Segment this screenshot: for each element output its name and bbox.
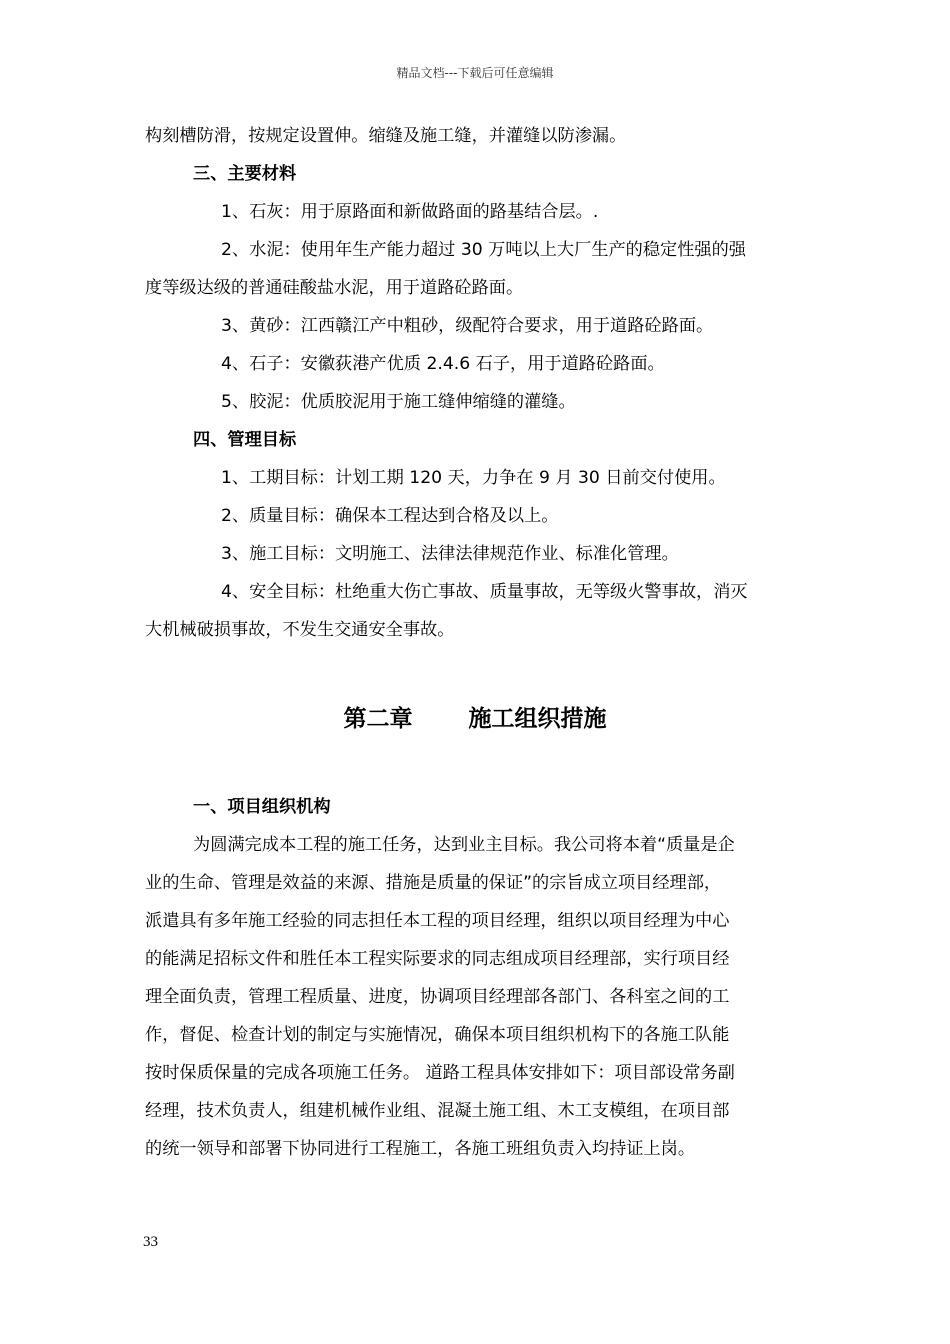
heading-management-goals: 四、管理目标 — [193, 430, 297, 450]
paragraph-line: 理全面负责，管理工程质量、进度，协调项目经理部各部门、各科室之间的工 — [145, 987, 730, 1007]
list-item-quality-goal: 2、质量目标：确保本工程达到合格及以上。 — [221, 506, 559, 526]
paragraph-line: 派遣具有多年施工经验的同志担任本工程的项目经理，组织以项目经理为中心 — [145, 911, 730, 931]
heading-main-materials: 三、主要材料 — [193, 164, 297, 184]
chapter-heading — [0, 700, 950, 733]
list-item-sand: 3、黄砂：江西赣江产中粗砂，级配符合要求，用于道路砼路面。 — [221, 316, 714, 336]
list-item-mastic: 5、胶泥：优质胶泥用于施工缝伸缩缝的灌缝。 — [221, 392, 576, 412]
page-header: 精品文档---下载后可任意编辑 — [396, 66, 554, 80]
line-continuation: 构刻槽防滑，按规定设置伸。缩缝及施工缝，并灌缝以防渗漏。 — [145, 126, 627, 146]
paragraph-line: 经理，技术负责人，组建机械作业组、混凝土施工组、木工支模组，在项目部 — [145, 1101, 730, 1121]
list-item-construction-goal: 3、施工目标：文明施工、法律法律规范作业、标准化管理。 — [221, 544, 679, 564]
list-item-cement-cont: 度等级达级的普通硅酸盐水泥，用于道路砼路面。 — [145, 278, 524, 298]
list-item-schedule-goal: 1、工期目标：计划工期 120 天，力争在 9 月 30 日前交付使用。 — [221, 468, 726, 488]
paragraph-line: 按时保质保量的完成各项施工任务。 道路工程具体安排如下：项目部设常务副 — [145, 1063, 735, 1083]
paragraph-line: 业的生命、管理是效益的来源、措施是质量的保证”的宗旨成立项目经理部， — [145, 873, 722, 893]
paragraph-line: 的能满足招标文件和胜任本工程实际要求的同志组成项目经理部，实行项目经 — [145, 949, 730, 969]
page-number: 33 — [143, 1234, 158, 1250]
list-item-safety-goal-cont: 大机械破损事故，不发生交通安全事故。 — [145, 620, 455, 640]
chapter-number: 第二章 — [343, 706, 413, 732]
chapter-title: 施工组织措施 — [468, 706, 607, 732]
list-item-stone: 4、石子：安徽荻港产优质 2.4.6 石子，用于道路砼路面。 — [221, 354, 665, 374]
heading-project-organization: 一、项目组织机构 — [193, 797, 331, 817]
body-section-1 — [145, 117, 810, 649]
list-item-lime: 1、石灰：用于原路面和新做路面的路基结合层。. — [221, 202, 599, 222]
paragraph-line: 的统一领导和部署下协同进行工程施工，各施工班组负责入均持证上岗。 — [145, 1139, 696, 1159]
paragraph-line: 作，督促、检查计划的制定与实施情况，确保本项目组织机构下的各施工队能 — [145, 1025, 730, 1045]
list-item-safety-goal: 4、安全目标：杜绝重大伤亡事故、质量事故，无等级火警事故，消灭 — [221, 582, 748, 602]
body-section-2 — [145, 788, 810, 1168]
paragraph-line: 为圆满完成本工程的施工任务，达到业主目标。我公司将本着“质量是企 — [193, 835, 735, 855]
list-item-cement: 2、水泥：使用年生产能力超过 30 万吨以上大厂生产的稳定性强的强 — [221, 240, 746, 260]
